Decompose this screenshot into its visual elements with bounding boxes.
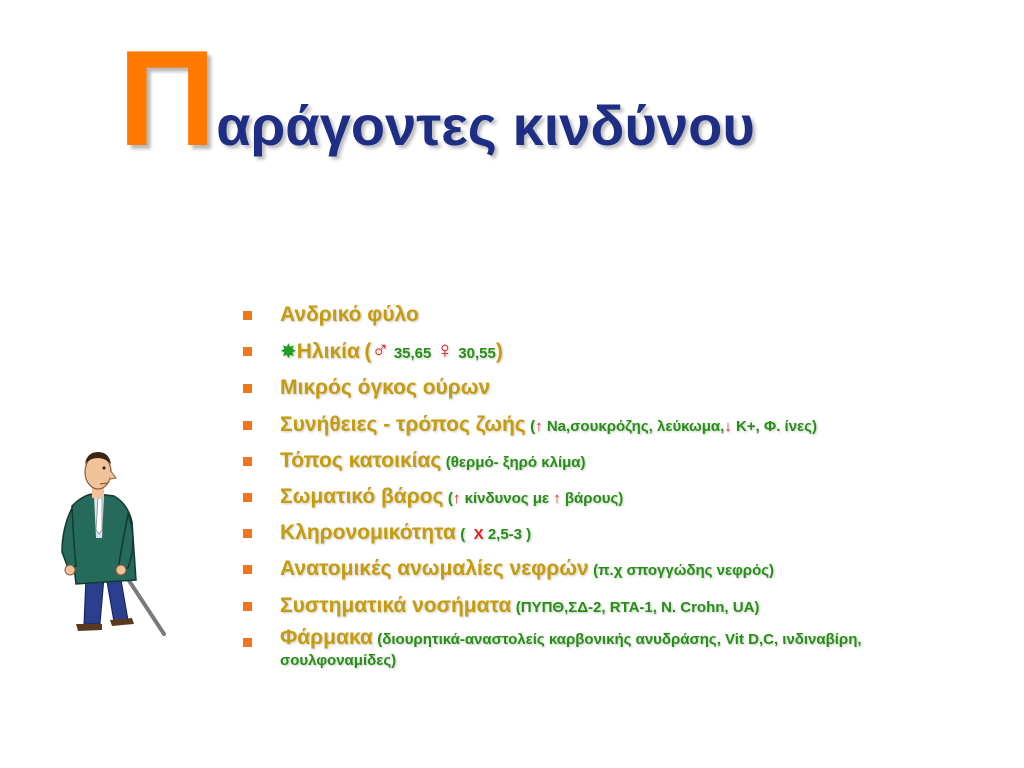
detail-text: K+, Φ. ίνες) [735, 417, 817, 435]
item-detail: (π.χ σπογγώδης νεφρός) [593, 562, 775, 580]
item-label: Ανδρικό φύλο [280, 303, 419, 326]
close-paren: ) [495, 340, 503, 364]
list-item [240, 410, 1000, 441]
up-arrow-icon: ↑ [452, 489, 461, 507]
item-detail: (διουρητικά-αναστολείς καρβονικής ανυδράσης, Vit D,C, ινδιναβίρη, [377, 630, 862, 648]
detail-text: 2,5-3 ) [487, 526, 532, 544]
list-item [240, 554, 1000, 585]
square-bullet-icon [243, 347, 252, 356]
detail-text: κίνδυνος με [464, 489, 550, 507]
item-label: Κληρονομικότητα [280, 521, 456, 545]
title-initial: Π [118, 22, 217, 174]
square-bullet-icon [243, 529, 252, 538]
item-detail-continued: σουλφοναμίδες) [280, 651, 397, 669]
item-detail: (θερμό- ξηρό κλίμα) [445, 453, 586, 471]
open-paren: ( [364, 340, 372, 364]
item-detail [530, 418, 817, 435]
square-bullet-icon [243, 421, 252, 430]
item-label: Μικρός όγκος ούρων [280, 376, 491, 400]
open-paren: ( [447, 489, 453, 507]
male-age-value: 35,65 [393, 345, 432, 363]
old-man-with-cane-icon [56, 448, 168, 638]
item-label: Συνήθειες - τρόπος ζωής [280, 412, 526, 436]
list-item [240, 446, 1000, 477]
male-symbol-icon: ♂ [371, 337, 390, 365]
square-bullet-icon [243, 565, 252, 574]
item-detail: (ΠΥΠΘ,ΣΔ-2, RTA-1, N. Crohn, UA) [515, 598, 760, 616]
up-arrow-icon: ↑ [535, 417, 543, 435]
title-rest: αράγοντες κινδύνου [216, 94, 755, 157]
slide-title [118, 22, 755, 174]
risk-factor-list [240, 300, 1000, 676]
item-label: Σωματικό βάρος [280, 484, 444, 508]
list-item [240, 300, 1000, 331]
open-paren: ( [460, 526, 466, 544]
list-item [240, 627, 1000, 671]
item-label: Ηλικία [296, 340, 360, 364]
item-label: Φάρμακα [280, 625, 373, 649]
item-detail [460, 526, 531, 543]
square-bullet-icon [243, 457, 252, 466]
down-arrow-icon: ↓ [724, 417, 732, 435]
list-item [240, 518, 1000, 549]
item-label: Τόπος κατοικίας [280, 448, 442, 472]
multiply-x-icon: X [473, 526, 484, 544]
list-item [240, 373, 1000, 404]
square-bullet-icon [243, 384, 252, 393]
item-label: Ανατομικές ανωμαλίες νεφρών [280, 557, 589, 581]
list-item [240, 591, 1000, 622]
detail-text: βάρους) [564, 489, 624, 507]
female-symbol-icon: ♀ [435, 337, 454, 365]
list-item [240, 336, 1000, 368]
square-bullet-icon [243, 638, 252, 647]
square-bullet-icon [243, 493, 252, 502]
item-detail [448, 490, 623, 507]
square-bullet-icon [243, 602, 252, 611]
female-age-value: 30,55 [458, 345, 496, 363]
up-arrow-icon: ↑ [553, 489, 561, 507]
open-paren: ( [530, 417, 536, 435]
item-label: Συστηματικά νοσήματα [280, 593, 512, 617]
star-icon: ✸ [280, 341, 297, 364]
detail-text: Na,σουκρόζης, λεύκωμα, [546, 417, 725, 435]
square-bullet-icon [243, 311, 252, 320]
list-item [240, 482, 1000, 513]
